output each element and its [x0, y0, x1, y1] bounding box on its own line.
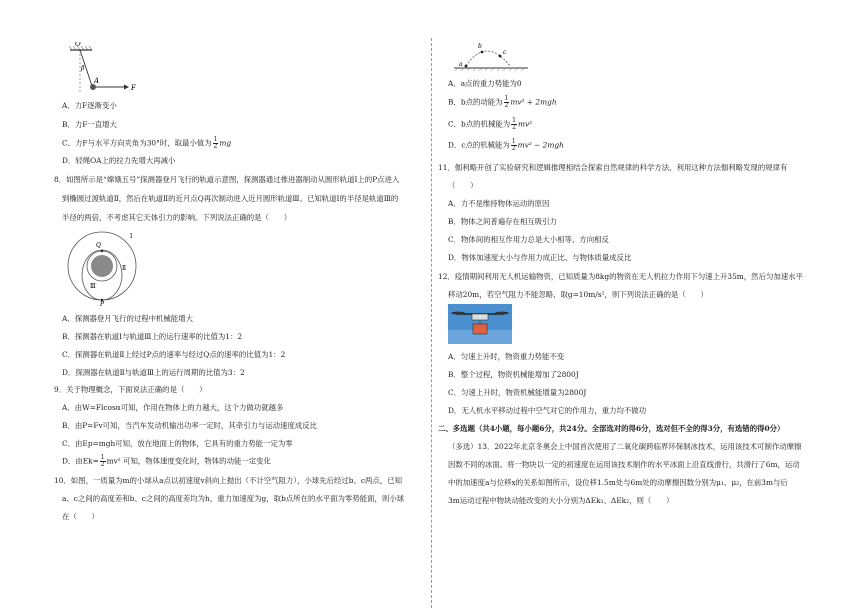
- q7-option-d: D．轻绳OA上的拉力先增大再减小: [62, 156, 176, 165]
- orbit-figure: [64, 226, 144, 306]
- q11-option-c: C．物体间的相互作用力总是大小相等、方向相反: [448, 235, 609, 244]
- q8-stem-line2: 到椭圆过渡轨道Ⅱ，然后在轨道Ⅱ的近月点Q再次制动进入近月圆形轨道Ⅲ。已知轨道Ⅰ的半径是轨道Ⅲ的: [62, 194, 399, 203]
- q10-stem-line1: 10．如图，一质量为m的小球从a点以初速度v斜向上抛出（不计空气阻力），小球先后经过b、c两点，已知: [54, 476, 402, 485]
- q7-option-c: C．力F与水平方向夹角为30°时，取最小值为 $\frac{1}{2}$ mg: [62, 136, 232, 150]
- q7-option-a: A．力F逐渐变小: [62, 101, 117, 110]
- q12-option-a: A．匀速上升时，物资重力势能不变: [448, 352, 565, 361]
- q10-option-b: B．b点的动能为 $\frac{1}{2}$ mv² + 2mgh: [448, 95, 557, 109]
- q11-option-a: A．力不是维持物体运动的原因: [448, 199, 550, 208]
- q13-stem-line4: 3m运动过程中物块动能改变的大小分别为ΔEk₁、ΔEk₂，则（ ）: [448, 496, 674, 505]
- q13-stem-line1: （多选）13．2022年北京冬奥会上中国首次使用了二氧化碳跨临界环保制冰技术，运用该技术可制作动摩擦: [448, 442, 802, 451]
- q9-option-d: D．由Ek= $\frac{1}{2}$ mv² 可知，物体速度变化时，物体的动能一定变化: [62, 454, 271, 468]
- q8-option-a: A．探测器登月飞行的过程中机械能增大: [62, 314, 193, 323]
- q8-option-d: D．探测器在轨道Ⅱ与轨道Ⅲ上的运行周期的比值为3：2: [62, 368, 245, 377]
- q12-option-c: C．匀速上升时，物资机械能增量为2800J: [448, 388, 587, 397]
- label-point-a: a: [459, 61, 463, 68]
- column-divider: [431, 38, 432, 608]
- q11-option-d: D．物体加速度大小与作用力成正比、与物体质量成反比: [448, 253, 632, 262]
- q11-stem-line2: （ ）: [448, 181, 478, 190]
- pendulum-figure: [66, 42, 146, 100]
- fraction: $\frac{1}{2}$: [213, 136, 218, 150]
- section-2-header: 二、多选题（共4小题，每小题6分，共24分。全部选对的得6分，选对但不全的得3分，有选错的得0分）: [438, 424, 785, 433]
- q9-option-c: C．由Ep=mgh可知，放在地面上的物体，它具有的重力势能一定为零: [62, 439, 293, 448]
- q8-stem-line1: 8．如图所示是“嫦娥五号”探测器登月飞行的轨道示意图，探测器通过推进器制动从圆形轨道Ⅰ上的P点进入: [54, 175, 400, 184]
- q12-option-b: B．整个过程，物资机械能增加了2800J: [448, 370, 579, 379]
- q8-option-b: B．探测器在轨道Ⅰ与轨道Ⅲ上的运行速率的比值为1：2: [62, 332, 243, 341]
- q9-option-a: A．由W=Flcosα可知，作用在物体上的力越大，这个力做功就越多: [62, 403, 284, 412]
- label-point-p: P: [100, 301, 105, 306]
- q13-stem-line2: 因数不同的冰面。将一物块以一定的初速度在运用该技术制作的水平冰面上沿直线滑行，共滑行了6m，运动: [448, 460, 800, 469]
- q9-stem: 9．关于物理概念，下面说法正确的是（ ）: [54, 385, 207, 394]
- q10-option-a: A．a点的重力势能为0: [448, 79, 522, 88]
- q7-option-b: B．力F一直增大: [62, 120, 117, 129]
- label-f: F: [131, 84, 136, 92]
- q10-option-d: D．c点的机械能为 $\frac{1}{2}$ mv² − 2mgh: [448, 138, 564, 152]
- label-orbit-iii: Ⅲ: [90, 283, 96, 290]
- fraction: $\frac{1}{2}$: [511, 138, 516, 152]
- projectile-figure: [452, 42, 532, 72]
- q12-stem-line2: 移动20m，若空气阻力不能忽略，取g=10m/s²，则下列说法正确的是（ ）: [448, 290, 708, 299]
- label-beta: β: [81, 65, 85, 72]
- q7-option-c-text: C．力F与水平方向夹角为30°时，取最小值为: [62, 138, 212, 148]
- label-point-b: b: [478, 43, 482, 50]
- label-point-q: Q: [96, 242, 101, 249]
- q10-stem-line2: a、c之间的高度差和b、c之间的高度差均为h，重力加速度为g，取b点所在的水平面为零势能面，则小球: [62, 494, 405, 503]
- label-orbit-ii: Ⅱ: [122, 265, 127, 272]
- q8-stem-line3: 半径的两倍，不考虑其它天体引力的影响。下列说法正确的是（ ）: [62, 213, 292, 222]
- drone-image: [448, 304, 512, 344]
- q11-stem-line1: 11．伽利略开创了实验研究和逻辑推理相结合探索自然规律的科学方法，利用这种方法伽利略发现的规律有: [438, 163, 788, 172]
- fraction: $\frac{1}{2}$: [512, 117, 516, 131]
- fraction: $\frac{1}{2}$: [504, 95, 509, 109]
- q9-option-b: B．由P=Fv可知，当汽车发动机输出功率一定时，其牵引力与运动速度成反比: [62, 421, 318, 430]
- label-o: O: [75, 42, 81, 48]
- label-point-c: c: [503, 49, 507, 56]
- q10-option-c: C．b点的机械能为 $\frac{1}{2}$ mv²: [448, 117, 533, 131]
- label-orbit-i: Ⅰ: [130, 233, 133, 240]
- q8-option-c: C．探测器在轨道Ⅱ上经过P点的速率与经过Q点的速率的比值为1：2: [62, 350, 286, 359]
- q12-option-d: D．无人机水平移动过程中空气对它的作用力，重力均不做功: [448, 406, 647, 415]
- fraction: $\frac{1}{2}$: [100, 454, 105, 468]
- q13-stem-line3: 中的加速度a与位移x的关系如图所示，设位移1.5m处与6m处的动摩擦因数分别为μ₁、μ₂，在前3m与后: [448, 478, 788, 487]
- q11-option-b: B．物体之间普遍存在相互吸引力: [448, 217, 557, 226]
- q10-stem-line3: 在（ ）: [62, 512, 99, 521]
- q12-stem-line1: 12．疫情期间利用无人机运输物资，已知质量为8kg的物资在无人机拉力作用下匀速上升35m，然后匀加速水平: [438, 272, 803, 281]
- label-a: A: [94, 77, 100, 85]
